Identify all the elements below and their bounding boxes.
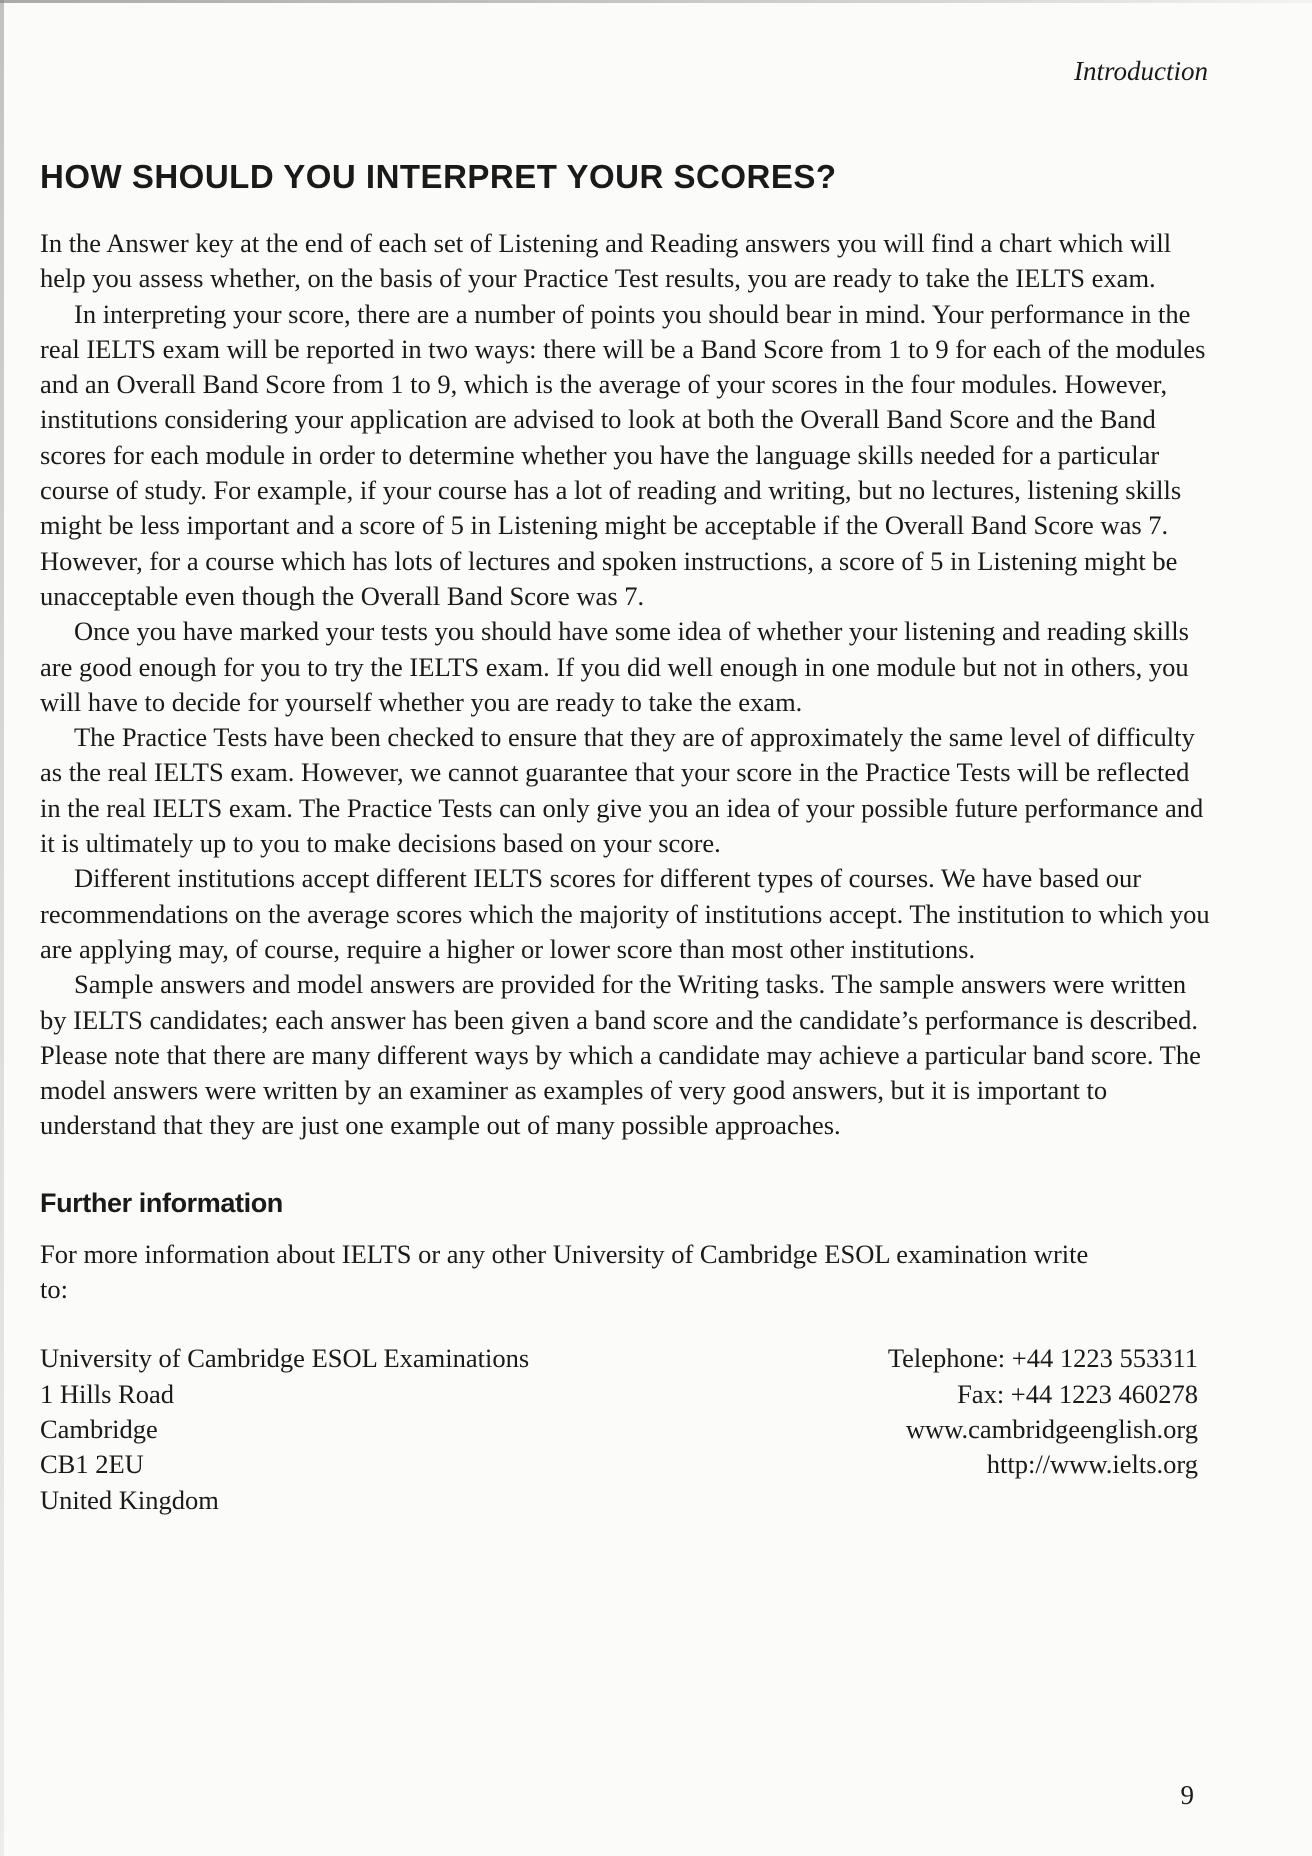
running-header: Introduction bbox=[1074, 56, 1208, 86]
paragraph-4: The Practice Tests have been checked to ensure that they are of approximately the same level of difficulty as the real IELTS exam. However, we cannot guarantee that your score in the Practice Tests will be reflected in the real IELTS exam. The Practice Tests can only give you an idea of your possible future performance and it is ultimately up to you to make decisions based on your score. bbox=[40, 722, 1204, 859]
page-content bbox=[40, 158, 1210, 1518]
address-line: CB1 2EU bbox=[40, 1449, 144, 1480]
address-line: University of Cambridge ESOL Examinations bbox=[40, 1343, 530, 1374]
page-top-edge bbox=[0, 0, 1312, 3]
contact-block bbox=[40, 1341, 1198, 1517]
ielts-website: http://www.ielts.org bbox=[986, 1449, 1198, 1480]
section-title: HOW SHOULD YOU INTERPRET YOUR SCORES? bbox=[40, 158, 837, 195]
postal-address bbox=[40, 1341, 529, 1517]
section-body bbox=[40, 226, 1210, 1144]
page-left-edge bbox=[0, 0, 4, 1856]
page-number: 9 bbox=[1180, 1780, 1194, 1810]
further-information-intro: For more information about IELTS or any other University of Cambridge ESOL examination write to: bbox=[40, 1238, 1089, 1305]
paragraph-1: In the Answer key at the end of each set of Listening and Reading answers you will find a chart which will help you assess whether, on the basis of your Practice Test results, you are ready to take the IELTS exam. bbox=[40, 228, 1172, 294]
paragraph-5: Different institutions accept different IELTS scores for different types of courses. We have based our recommendations on the average scores which the majority of institutions accept. The institution to which you are applying may, of course, require a higher or lower score than most other institutions. bbox=[40, 863, 1210, 964]
address-line: 1 Hills Road bbox=[40, 1378, 174, 1409]
telephone-number: Telephone: +44 1223 553311 bbox=[887, 1343, 1198, 1374]
paragraph-3: Once you have marked your tests you should have some idea of whether your listening and reading skills are good enough for you to try the IELTS exam. If you did well enough in one module but not in others, you will have to decide for yourself whether you are ready to take the exam. bbox=[40, 616, 1189, 717]
contact-details bbox=[888, 1341, 1198, 1517]
cambridge-website: www.cambridgeenglish.org bbox=[905, 1413, 1198, 1444]
address-line: Cambridge bbox=[40, 1413, 158, 1444]
further-information-heading: Further information bbox=[40, 1187, 283, 1218]
paragraph-2: In interpreting your score, there are a number of points you should bear in mind. Your performance in the real IELTS exam will be reported in two ways: there will be a Band Score from 1 to 9 for each of the modules and an Overall Band Score from 1 to 9, which is the average of your scores in the four modules. However, institutions considering your application are advised to look at both the Overall Band Score and the Band scores for each module in order to determine whether you have the language skills needed for a particular course of study. For example, if your course has a lot of reading and writing, but no lectures, listening skills might be less important and a score of 5 in Listening might be acceptable if the Overall Band Score was 7. However, for a course which has lots of lectures and spoken instructions, a score of 5 in Listening might be unacceptable even though the Overall Band Score was 7. bbox=[40, 298, 1206, 611]
fax-number: Fax: +44 1223 460278 bbox=[957, 1378, 1198, 1409]
paragraph-6: Sample answers and model answers are provided for the Writing tasks. The sample answers were written by IELTS candidates; each answer has been given a band score and the candidate’s performance is described. Please note that there are many different ways by which a candidate may achieve a particular band score. The model answers were written by an examiner as examples of very good answers, but it is important to understand that they are just one example out of many possible approaches. bbox=[40, 969, 1201, 1141]
address-line: United Kingdom bbox=[40, 1484, 219, 1515]
